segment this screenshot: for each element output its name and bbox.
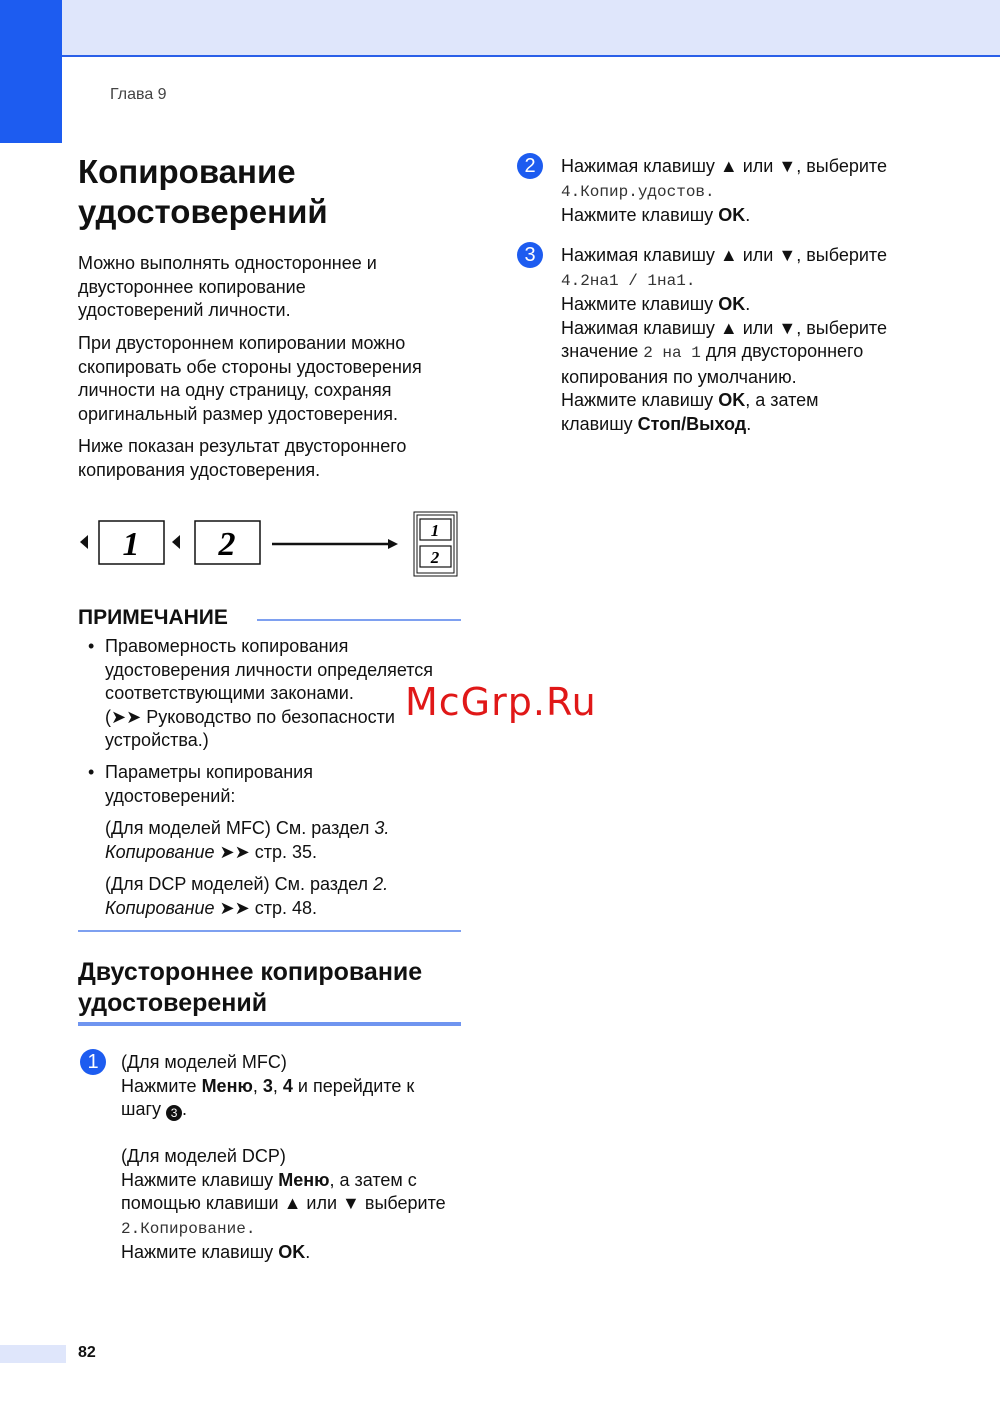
step-3-value-word: значение: [561, 341, 639, 361]
intro-paragraph-1: [78, 252, 468, 323]
step-3-pressing: Нажимая клавишу: [561, 245, 715, 265]
step-3-key-word: клавишу: [561, 413, 633, 434]
down-arrow-icon: ▼: [342, 1193, 360, 1213]
card1-pointer-icon: [80, 535, 88, 549]
step-1-dcp-label: (Для моделей DCP): [121, 1146, 286, 1166]
intro-2-line-4: оригинальный размер удостоверения.: [78, 403, 399, 424]
step-1-press-key-2: Нажмите клавишу: [121, 1242, 274, 1262]
step-3-or: или: [742, 245, 774, 265]
step-3-or-2: или: [742, 317, 774, 338]
page-title-line-2: удостоверений: [78, 193, 328, 230]
step-1-number: 1: [80, 1049, 106, 1075]
section-title-line-2: удостоверений: [78, 989, 268, 1017]
step-2-number: 2: [517, 153, 543, 179]
menu-key: Меню: [201, 1075, 253, 1096]
header-band: [62, 0, 1000, 57]
note-mfc-reference: [105, 817, 465, 864]
reference-arrow-icon: ➤➤: [219, 897, 250, 918]
dcp-ref-page: стр. 48.: [254, 897, 317, 918]
note-bottom-rule: [78, 930, 461, 932]
down-arrow-icon: ▼: [778, 317, 797, 338]
page-title: [78, 152, 328, 232]
step-3-reference-icon: 3: [166, 1105, 182, 1121]
section-title-line-1: Двустороннее копирование: [78, 958, 423, 986]
section-title: [78, 957, 422, 1019]
note-bullet-1: •: [88, 636, 95, 656]
step-2-choose: выберите: [806, 156, 887, 176]
lcd-2in1-1in1: 4.2на1 / 1на1.: [561, 271, 696, 290]
step-3-value-tail: для двустороннего: [705, 341, 864, 361]
step-3-choose: выберите: [806, 245, 887, 265]
up-arrow-icon: ▲: [283, 1193, 302, 1213]
step-3-choose-2: выберите: [806, 317, 887, 338]
step-1-goto: и перейдите к: [297, 1075, 415, 1096]
lcd-id-copy: 4.Копир.удостов.: [561, 182, 715, 201]
mfc-ref-link[interactable]: Копирование: [105, 841, 215, 862]
intro-3-line-1: Ниже показан результат двустороннего: [78, 436, 407, 456]
dcp-ref-prefix: (Для DCP моделей) См. раздел: [105, 874, 369, 894]
step-2-or: или: [742, 156, 774, 176]
ok-key: OK: [718, 294, 746, 314]
step-1-help: помощью клавиши: [121, 1193, 279, 1213]
up-arrow-icon: ▲: [719, 245, 738, 265]
card2-pointer-icon: [172, 535, 180, 549]
step-1-or: или: [306, 1193, 338, 1213]
intro-1-line-2: двустороннее копирование: [78, 276, 306, 297]
step-1-mfc-label: (Для моделей MFC): [121, 1052, 287, 1072]
up-arrow-icon: ▲: [719, 156, 738, 176]
section-title-rule: [78, 1022, 461, 1026]
step-3-press-key: Нажмите клавишу: [561, 294, 714, 314]
intro-paragraph-2: [78, 332, 468, 426]
chapter-label: Глава 9: [110, 86, 167, 103]
reference-arrow-icon: ➤➤: [111, 706, 142, 727]
intro-3-line-2: копирования удостоверения.: [78, 459, 321, 480]
ok-key: OK: [718, 205, 746, 225]
page-title-line-1: Копирование: [78, 153, 296, 190]
note-bullet-2: •: [88, 762, 95, 782]
step-1-then-with: , а затем с: [329, 1169, 417, 1190]
step-2-pressing: Нажимая клавишу: [561, 156, 715, 176]
watermark-logo: McGrp.Ru: [405, 680, 597, 724]
safety-guide-reference: Руководство по безопасности: [146, 706, 395, 727]
step-3-text: Нажимая клавишу ▲ или ▼, выберите 4.2на1 / 1на1. Нажмите клавишу OK. Нажимая клавишу ▲ или ▼, выберите значение 2 на 1 для двустороннего копирования по умолчанию. Нажмите клавишу OK, а затем клавишу Стоп/Выход.: [561, 245, 887, 434]
note-item-legality: Правомерность копирования удостоверения личности определяется соответствующими законами. (➤➤ Руководство по безопасности устройства.): [105, 636, 434, 750]
note-2-line-1: Параметры копирования: [105, 762, 313, 782]
footer-tab: [0, 1345, 66, 1363]
mfc-ref-number: 3.: [374, 818, 390, 838]
card2-number: 2: [218, 526, 236, 563]
note-1-line-5: устройства.): [105, 730, 209, 750]
note-title-rule: [257, 619, 461, 621]
step-1-step-word: шагу: [121, 1099, 162, 1119]
output-card2-number: 2: [430, 548, 440, 567]
ok-key: OK: [278, 1242, 306, 1262]
page-number: 82: [78, 1344, 96, 1361]
lcd-2-in-1: 2 на 1: [643, 344, 701, 362]
note-title: ПРИМЕЧАНИЕ: [78, 606, 228, 629]
stop-exit-key: Стоп/Выход: [637, 413, 747, 434]
step-2-text: Нажимая клавишу ▲ или ▼, выберите 4.Копир.удостов. Нажмите клавишу OK.: [561, 156, 887, 225]
result-arrow-icon: [388, 539, 398, 549]
note-1-line-2: удостоверения личности определяется: [105, 659, 434, 680]
intro-2-line-3: личности на одну страницу, сохраняя: [78, 380, 392, 400]
step-3-number: 3: [517, 242, 543, 268]
id-copy-diagram: [76, 508, 462, 580]
dcp-ref-link[interactable]: Копирование: [105, 897, 215, 918]
note-1-line-1: Правомерность копирования: [105, 636, 349, 656]
mfc-ref-page: стр. 35.: [254, 841, 317, 862]
down-arrow-icon: ▼: [778, 156, 797, 176]
note-dcp-reference: [105, 873, 465, 920]
step-3-default-line: копирования по умолчанию.: [561, 366, 797, 387]
step-1-press-key: Нажмите клавишу: [121, 1169, 274, 1190]
card1-number: 1: [122, 526, 140, 563]
mfc-ref-prefix: (Для моделей MFC) См. раздел: [105, 818, 370, 838]
key-3: 3: [262, 1075, 273, 1096]
step-3-pressing-2: Нажимая клавишу: [561, 317, 715, 338]
step-1-press: Нажмите: [121, 1075, 197, 1096]
down-arrow-icon: ▼: [778, 245, 797, 265]
menu-key-dcp: Меню: [278, 1169, 330, 1190]
key-4: 4: [282, 1075, 293, 1096]
intro-2-line-2: скопировать обе стороны удостоверения: [78, 356, 422, 377]
step-2-press-key: Нажмите клавишу: [561, 205, 714, 225]
step-1-text: (Для моделей MFC) Нажмите Меню, 3, 4 и перейдите к шагу 3 . (Для моделей DCP) Нажмите клавишу Меню, а затем с помощью клавиши ▲ или ▼ выберите 2.Копирование. Нажмите клавишу OK.: [121, 1052, 446, 1262]
intro-1-line-3: удостоверений личности.: [78, 300, 291, 320]
reference-arrow-icon: ➤➤: [219, 841, 250, 862]
intro-paragraph-3: [78, 435, 468, 482]
lcd-copy-menu: 2.Копирование.: [121, 1219, 256, 1238]
ok-key: OK: [718, 390, 746, 410]
step-3-press-key-2: Нажмите клавишу: [561, 390, 714, 410]
note-item-settings: [105, 761, 465, 808]
up-arrow-icon: ▲: [719, 317, 738, 338]
note-2-line-2: удостоверений:: [105, 785, 236, 806]
step-1-choose: выберите: [364, 1193, 446, 1213]
intro-2-line-1: При двустороннем копировании можно: [78, 333, 406, 353]
intro-1-line-1: Можно выполнять одностороннее и: [78, 253, 377, 273]
chapter-tab: [0, 0, 62, 143]
dcp-ref-number: 2.: [373, 874, 389, 894]
output-card1-number: 1: [430, 521, 440, 540]
step-3-then: , а затем: [745, 390, 819, 410]
note-1-line-3: соответствующими законами.: [105, 683, 354, 703]
